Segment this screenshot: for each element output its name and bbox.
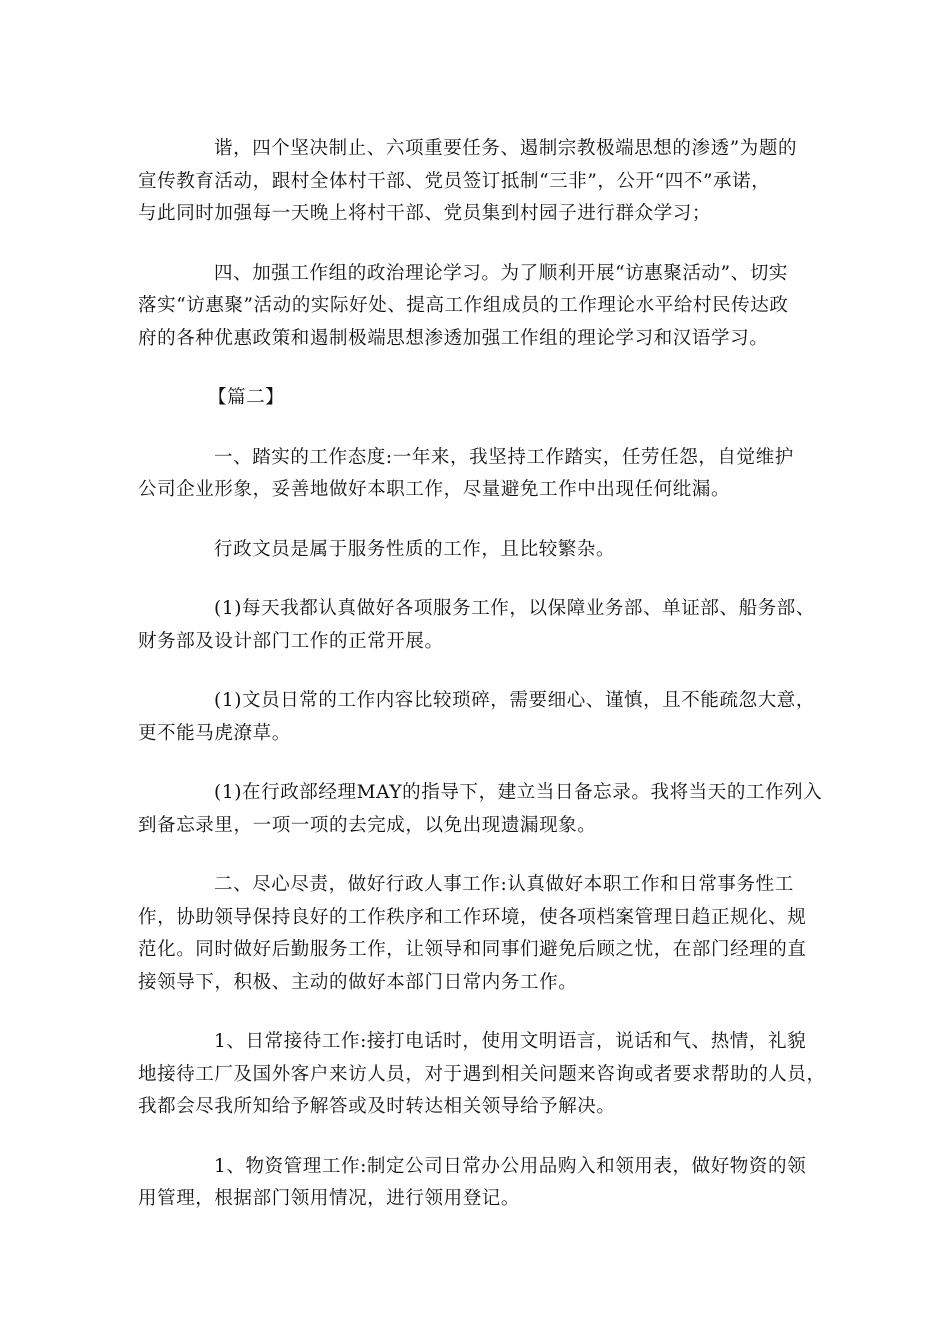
text-line: 财务部及设计部门工作的正常开展。 [138,630,444,652]
text-line: 二、尽心尽责，做好行政人事工作:认真做好本职工作和日常事务性工 [214,874,794,895]
paragraph-materials [138,1151,818,1216]
paragraph-propaganda [138,133,818,231]
text-line: 府的各种优惠政策和遏制极端思想渗透加强工作组的理论学习和汉语学习。 [138,327,769,349]
text-line: 1、日常接待工作:接打电话时，使用文明语言，说话和气、热情，礼貌 [214,1031,807,1052]
text-line: 接领导下，积极、主动的做好本部门日常内务工作。 [138,971,578,993]
paragraph-daily-service [138,593,818,658]
document-page [138,133,826,1243]
paragraph-admin-hr [138,869,818,999]
paragraph-study [138,258,818,356]
text-line: 公司企业形象，妥善地做好本职工作，尽量避免工作中出现任何纰漏。 [138,479,731,500]
text-line: 范化。同时做好后勤服务工作，让领导和同事们避免后顾之忧，在部门经理的直 [138,939,807,960]
text-line: 谐，四个坚决制止、六项重要任务、遏制宗教极端思想的渗透”为题的 [214,138,798,159]
text-line: 与此同时加强每一天晚上将村干部、党员集到村园子进行群众学习； [138,203,712,224]
text-line: 作，协助领导保持良好的工作秩序和工作环境，使各项档案管理日趋正规化、规 [138,906,807,928]
text-line: 我都会尽我所知给予解答或及时转达相关领导给予解决。 [138,1096,616,1117]
text-line: 1、物资管理工作:制定公司日常办公用品购入和领用表，做好物资的领 [214,1155,807,1177]
paragraph-work-attitude [138,442,818,507]
text-line: 更不能马虎潦草。 [138,722,291,744]
text-line: (1)在行政部经理MAY的指导下，建立当日备忘录。我将当天的工作列入 [214,782,823,803]
paragraph-careful-work [138,685,818,750]
text-line: 一、踏实的工作态度:一年来，我坚持工作踏实，任劳任怨，自觉维护 [214,446,794,468]
text-line: 地接待工厂及国外客户来访人员，对于遇到相关问题来咨询或者要求帮助的人员， [138,1063,826,1085]
section-heading: 【篇二】 [208,387,285,408]
text-line: 用管理，根据部门领用情况，进行领用登记。 [138,1188,521,1209]
text-line: (1)每天我都认真做好各项服务工作，以保障业务部、单证部、船务部、 [214,598,816,619]
text-line: 落实“访惠聚”活动的实际好处、提高工作组成员的工作理论水平给村民传达政 [138,295,789,316]
text-line: 四、加强工作组的政治理论学习。为了顺利开展“访惠聚活动”、切实 [214,262,789,284]
text-line: 行政文员是属于服务性质的工作，且比较繁杂。 [214,538,616,560]
text-line: 宣传教育活动，跟村全体村干部、党员签订抵制“三非”，公开“四不”承诺， [138,170,771,192]
text-line: 到备忘录里，一项一项的去完成，以免出现遗漏现象。 [138,814,597,836]
paragraph-reception [138,1026,826,1124]
text-line: (1)文员日常的工作内容比较琐碎，需要细心、谨慎，且不能疏忽大意， [214,690,816,711]
paragraph-memo [138,777,823,842]
paragraph-service-nature [138,534,818,567]
